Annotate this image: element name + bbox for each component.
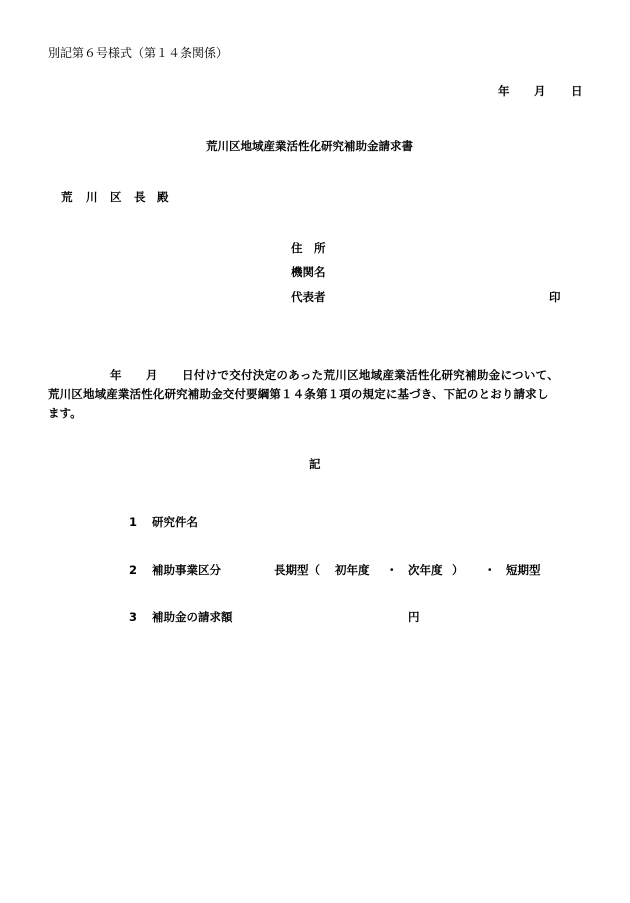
item-1-number: 1 <box>129 515 138 529</box>
seal-mark: 印 <box>549 290 561 304</box>
item-1-label: 研究件名 <box>152 515 198 529</box>
form-number: 別記第６号様式（第１４条関係） <box>48 46 229 60</box>
separator-dot-2: ・ <box>484 563 496 577</box>
date-month: 月 <box>534 84 546 98</box>
first-year-option: 初年度 <box>335 563 370 577</box>
item-3-number: 3 <box>129 610 138 624</box>
body-year: 年 <box>110 368 122 382</box>
representative-label: 代表者 <box>291 290 326 304</box>
yen-unit: 円 <box>408 610 420 624</box>
document-title: 荒川区地域産業活性化研究補助金請求書 <box>206 139 413 153</box>
item-3-label: 補助金の請求額 <box>152 610 233 624</box>
addressee-char: 荒 <box>61 190 73 204</box>
short-term-option: 短期型 <box>506 563 541 577</box>
body-line-3: ます。 <box>48 406 82 420</box>
addressee-honorific: 殿 <box>157 190 169 204</box>
addressee-char: 川 <box>86 190 98 204</box>
separator-dot-1: ・ <box>386 563 398 577</box>
address-label: 住 所 <box>291 241 326 255</box>
ki-heading: 記 <box>309 457 321 471</box>
organization-label: 機関名 <box>291 265 326 279</box>
addressee-char: 区 <box>110 190 122 204</box>
date-day: 日 <box>571 84 583 98</box>
body-line-2: 荒川区地域産業活性化研究補助金交付要綱第１４条第１項の規定に基づき、下記のとおり請求し <box>48 387 549 401</box>
date-year: 年 <box>498 84 510 98</box>
body-month: 月 <box>146 368 158 382</box>
long-term-close-paren: ） <box>452 563 464 577</box>
item-2-label: 補助事業区分 <box>152 563 221 577</box>
long-term-option: 長期型（ <box>274 563 320 577</box>
body-line-1: 日付けで交付決定のあった荒川区地域産業活性化研究補助金について、 <box>182 368 560 382</box>
next-year-option: 次年度 <box>408 563 443 577</box>
item-2-number: 2 <box>129 563 138 577</box>
addressee-char: 長 <box>134 190 146 204</box>
